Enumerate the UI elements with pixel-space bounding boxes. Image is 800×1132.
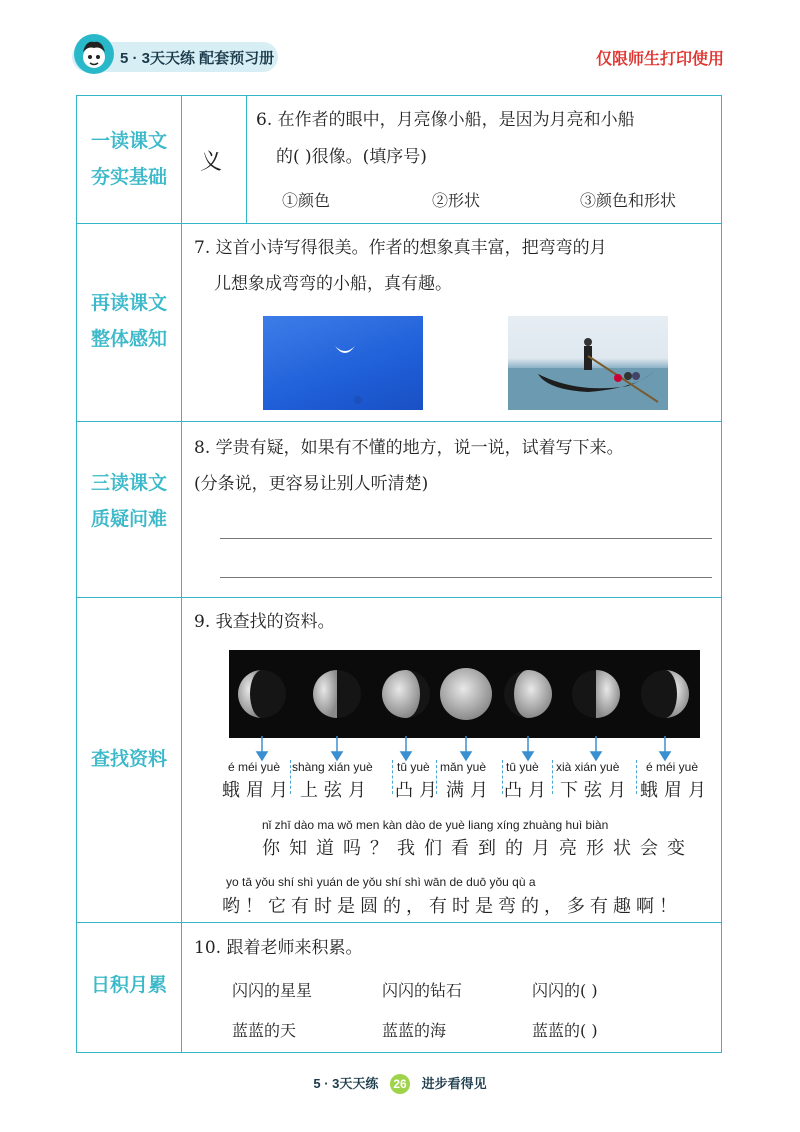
book-title: 5 · 3天天练 配套预习册 xyxy=(120,50,275,67)
print-notice: 仅限师生打印使用 xyxy=(595,51,724,68)
phase-pinyin: shàng xián yuè xyxy=(292,760,373,774)
footer-brand: 5 · 3天天练 xyxy=(313,1076,379,1091)
q7-line1: 7. 这首小诗写得很美。作者的想象真丰富，把弯弯的月 xyxy=(194,238,607,258)
q8-line2: (分条说，更容易让别人听清楚) xyxy=(194,474,429,494)
q6-line1: 6. 在作者的眼中，月亮像小船，是因为月亮和小船 xyxy=(256,110,635,130)
phrase: 蓝蓝的天 xyxy=(232,1021,297,1040)
mascot-icon xyxy=(74,34,114,74)
fill-in-blank[interactable]: 闪闪的( ) xyxy=(532,981,598,1000)
q7-line2: 儿想象成弯弯的小船，真有趣。 xyxy=(214,274,452,294)
row-divider xyxy=(76,597,722,598)
phase-pinyin: xià xián yuè xyxy=(556,760,620,774)
phase-name: 凸月 xyxy=(504,780,552,801)
sentence2-text: 哟！它有时是圆的，有时是弯的，多有趣啊！ xyxy=(222,896,682,917)
q6-divider xyxy=(246,95,247,223)
phase-pinyin: é méi yuè xyxy=(646,760,699,774)
sentence1-pinyin: nǐ zhī dào ma wǒ men kàn dào de yuè liang xíng zhuàng huì biàn xyxy=(262,818,609,832)
phase-name: 蛾眉月 xyxy=(640,780,712,801)
sentence1-text: 你知道吗？我们看到的月亮形状会变 xyxy=(262,838,694,859)
phase-pinyin: mǎn yuè xyxy=(440,760,487,774)
page-number: 26 xyxy=(390,1074,410,1094)
q9-line1: 9. 我查找的资料。 xyxy=(194,612,335,632)
row-divider xyxy=(76,421,722,422)
phase-name: 上弦月 xyxy=(300,780,372,801)
footer-slogan: 进步看得见 xyxy=(421,1076,487,1091)
phase-separator xyxy=(392,760,393,794)
q6-line2: 的( )很像。(填序号) xyxy=(276,147,427,167)
q8-line1: 8. 学贵有疑，如果有不懂的地方，说一说，试着写下来。 xyxy=(194,438,624,458)
phase-separator xyxy=(290,760,291,794)
q6-option-1[interactable]: ①颜色 xyxy=(282,191,331,210)
q6-option-3[interactable]: ③颜色和形状 xyxy=(580,191,677,210)
section-label-2: 再读课文 整体感知 xyxy=(90,293,167,350)
sentence2-pinyin: yo tā yǒu shí shì yuán de yǒu shí shì wān de duō yǒu qù a xyxy=(226,875,536,889)
phase-name: 下弦月 xyxy=(560,780,632,801)
moon-phases-photo xyxy=(229,650,700,738)
phase-separator xyxy=(636,760,637,794)
phrase: 闪闪的星星 xyxy=(232,981,313,1000)
phase-pinyin: é méi yuè xyxy=(228,760,281,774)
phase-separator xyxy=(436,760,437,794)
phase-name: 满月 xyxy=(446,780,494,801)
section-label-3: 三读课文 质疑问难 xyxy=(90,473,167,530)
section-label-5: 日积月累 xyxy=(90,975,167,996)
phase-name: 蛾眉月 xyxy=(222,780,294,801)
phase-pinyin: tū yuè xyxy=(397,760,430,774)
q6-option-2[interactable]: ②形状 xyxy=(432,191,481,210)
row-divider xyxy=(76,223,722,224)
crescent-moon-photo xyxy=(263,316,423,410)
section-label-4: 查找资料 xyxy=(90,749,167,770)
fill-in-blank[interactable]: 蓝蓝的( ) xyxy=(532,1021,598,1040)
phase-pinyin: tū yuè xyxy=(506,760,539,774)
footer xyxy=(0,1073,800,1094)
phrase: 闪闪的钻石 xyxy=(382,981,463,1000)
row-divider xyxy=(76,922,722,923)
phrase: 蓝蓝的海 xyxy=(382,1021,447,1040)
answer-line[interactable] xyxy=(220,538,712,539)
gondola-boat-photo xyxy=(508,316,668,410)
column-divider xyxy=(181,95,182,1053)
q6-side-char: 义 xyxy=(200,150,223,175)
q10-line1: 10. 跟着老师来积累。 xyxy=(194,938,363,958)
section-label-1: 一读课文 夯实基础 xyxy=(90,131,167,188)
phase-separator xyxy=(552,760,553,794)
phase-separator xyxy=(502,760,503,794)
phase-arrows xyxy=(229,736,700,762)
phase-name: 凸月 xyxy=(395,780,443,801)
answer-line[interactable] xyxy=(220,577,712,578)
